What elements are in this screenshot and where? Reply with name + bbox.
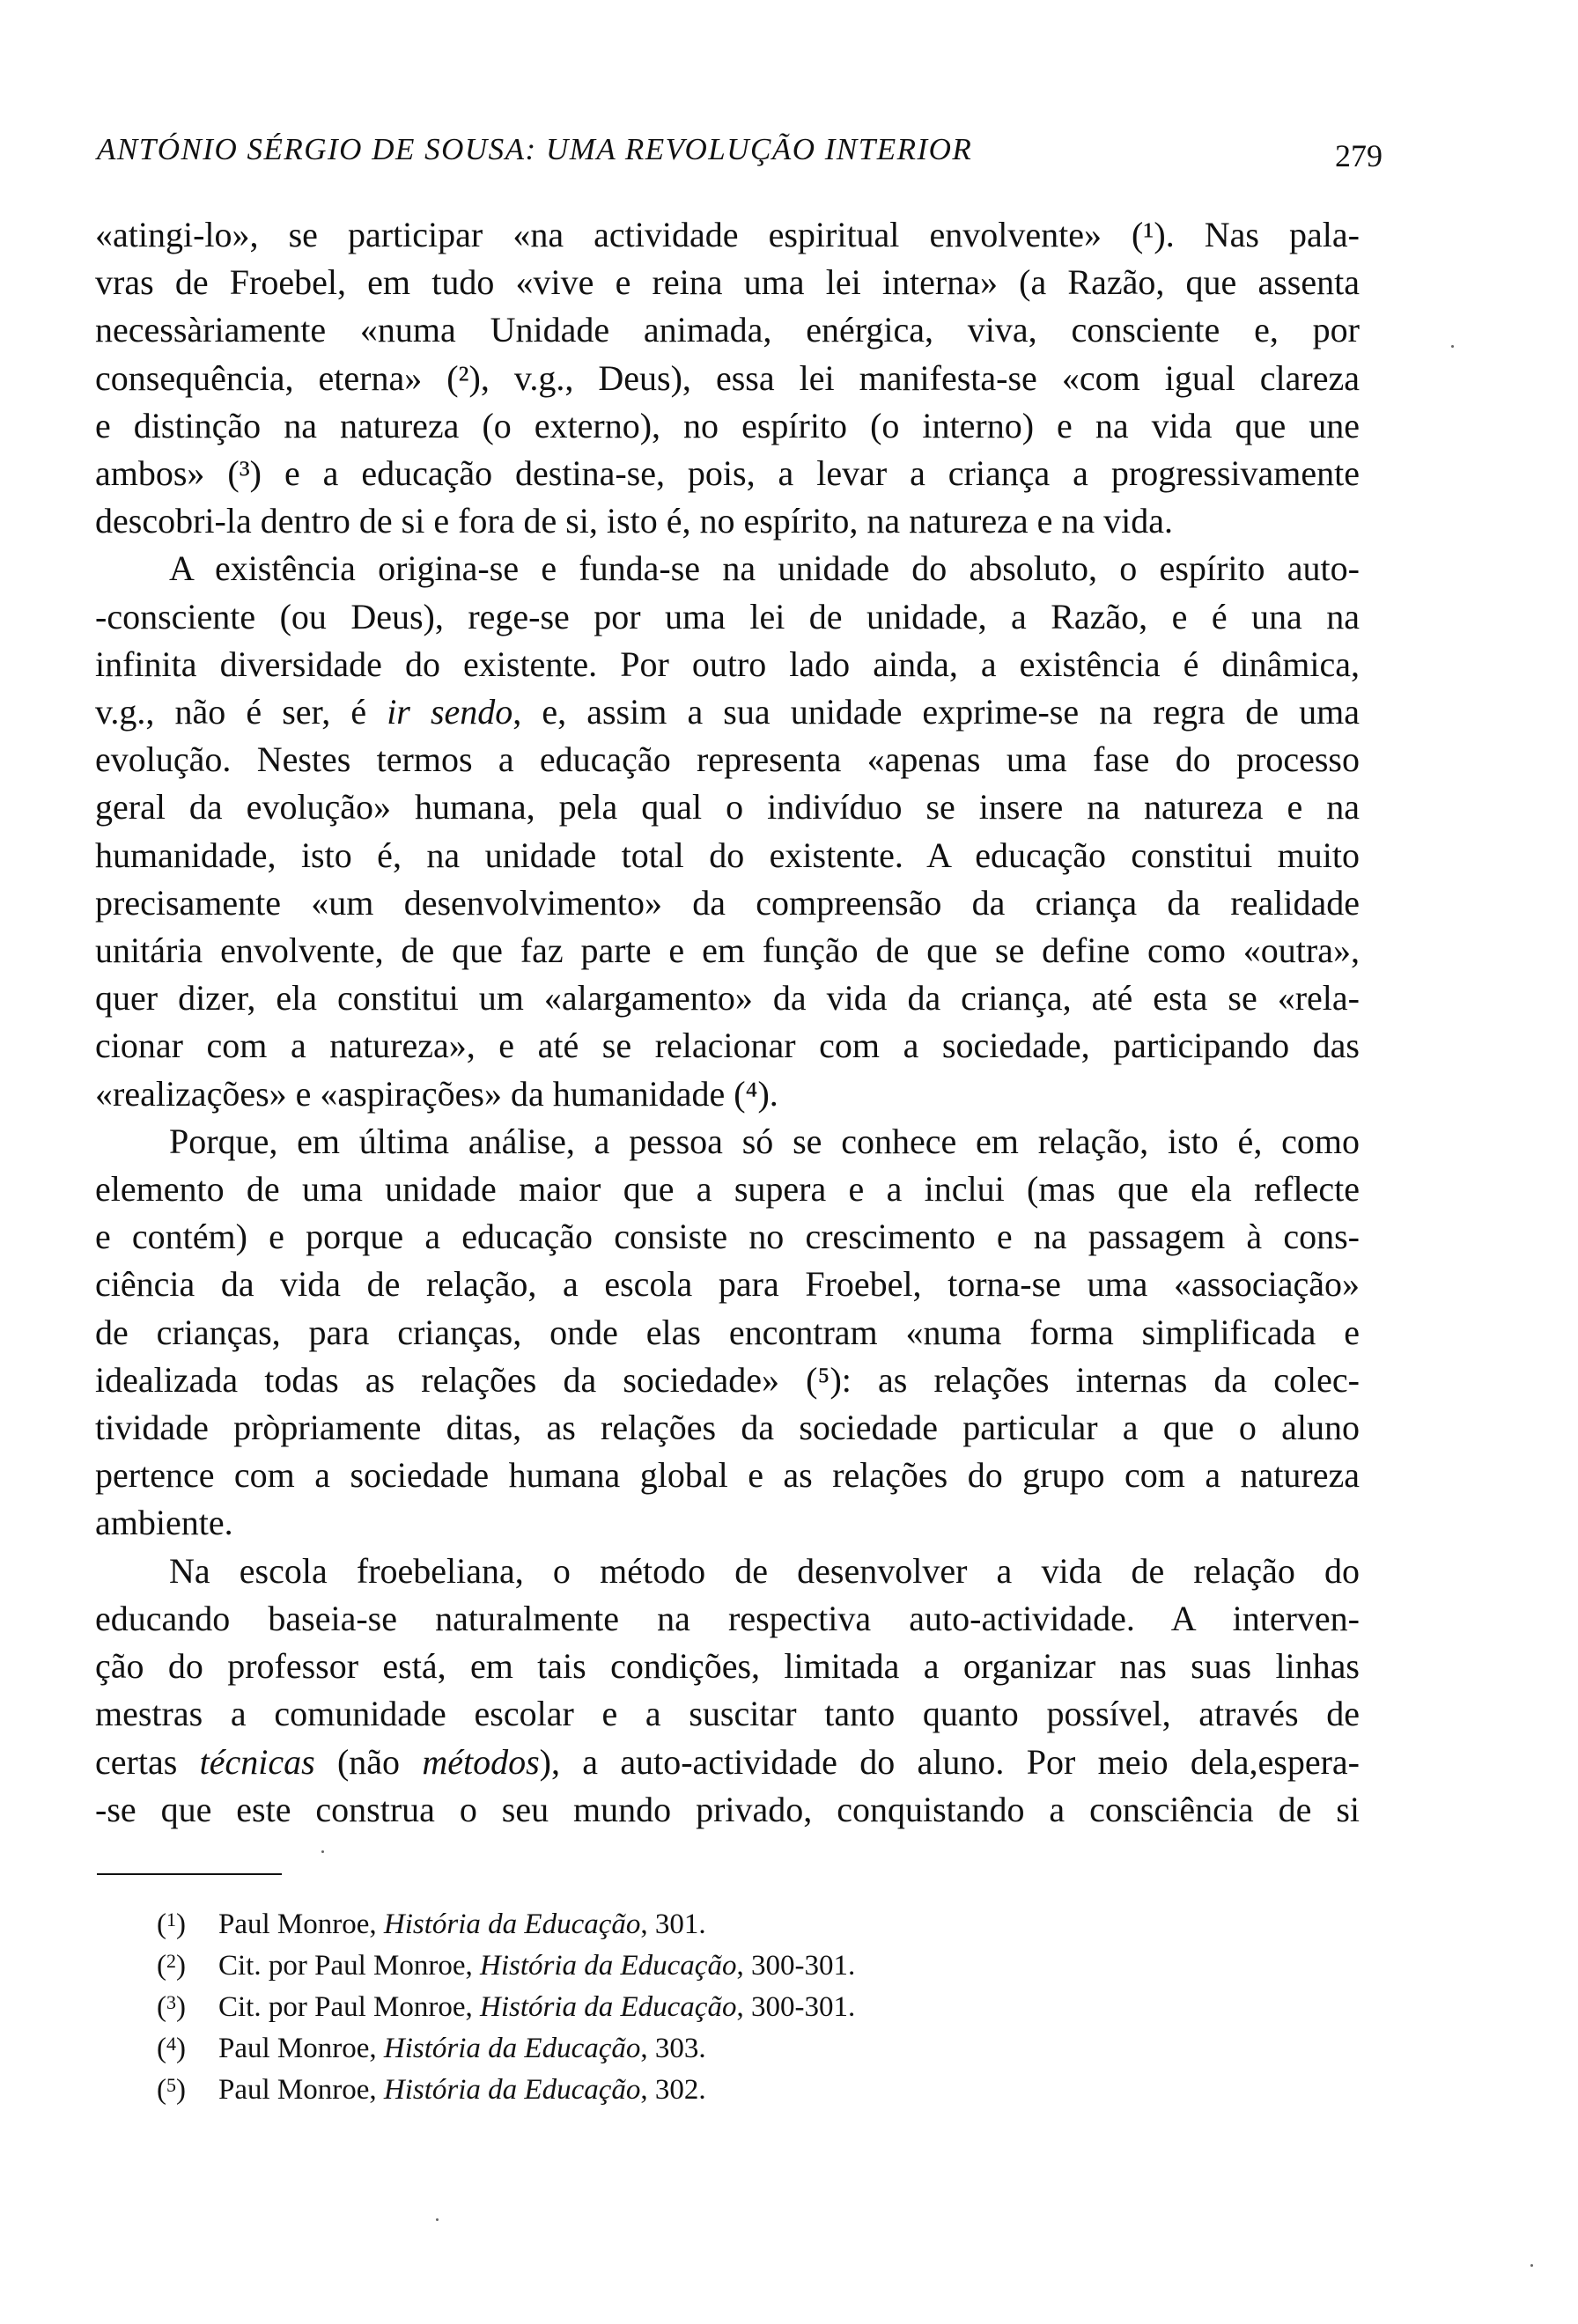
text-line: necessàriamente «numa Unidade animada, enérgica, viva, consciente e, por xyxy=(95,310,1360,350)
italic-phrase: métodos xyxy=(422,1741,540,1782)
footnote-marker: ($^5$) xyxy=(157,2074,186,2106)
paragraph-4 xyxy=(95,1548,1360,1834)
text-line: descobri-la dentro de si e fora de si, isto é, no espírito, na natureza e na vida. xyxy=(95,501,1174,541)
text-line: A existência origina-se e funda-se na unidade do absoluto, o espírito auto- xyxy=(169,548,1360,589)
footnote-number: 1 xyxy=(166,1908,176,1931)
running-title: ANTÓNIO SÉRGIO DE SOUSA: UMA REVOLUÇÃO INTERIOR xyxy=(97,132,973,166)
scan-speck xyxy=(1530,2264,1533,2267)
text-line: pertence com a sociedade humana global e as relações do grupo com a natureza xyxy=(95,1455,1360,1496)
text-line: ção do professor está, em tais condições, limitada a organizar nas suas linhas xyxy=(95,1646,1360,1687)
text-line: evolução. Nestes termos a educação representa «apenas uma fase do processo xyxy=(95,739,1360,780)
text-segment: v.g., não é ser, é xyxy=(95,692,387,732)
footnote-author: Paul Monroe, xyxy=(218,2074,384,2106)
italic-phrase: técnicas xyxy=(199,1741,315,1782)
text-line: ambos» (³) e a educação destina-se, pois, a levar a criança a progressivamente xyxy=(95,453,1360,494)
footnote-author: Paul Monroe, xyxy=(218,1908,384,1940)
text-line: elemento de uma unidade maior que a supera e a inclui (mas que ela reflecte xyxy=(95,1169,1360,1210)
text-line: mestras a comunidade escolar e a suscitar tanto quanto possível, através de xyxy=(95,1694,1360,1734)
footnote-ref: , 300-301. xyxy=(736,1950,856,1982)
footnote-ref: , 303. xyxy=(640,2033,706,2064)
text-line: quer dizer, ela constitui um «alargamento» da vida da criança, até esta se «rela- xyxy=(95,978,1360,1019)
footnote-5 xyxy=(157,2067,1213,2108)
text-line: de crianças, para crianças, onde elas encontram «numa forma simplificada e xyxy=(95,1312,1360,1352)
paragraph-3 xyxy=(95,1118,1360,1548)
text-line: Porque, em última análise, a pessoa só se conhece em relação, isto é, como xyxy=(169,1121,1360,1161)
text-line: geral da evolução» humana, pela qual o indivíduo se insere na natureza e na xyxy=(95,787,1360,827)
paragraph-2 xyxy=(95,545,1360,1117)
text-line: e distinção na natureza (o externo), no espírito (o interno) e na vida que une xyxy=(95,405,1360,445)
footnote-rule xyxy=(97,1873,282,1875)
paragraph-1 xyxy=(95,211,1360,545)
text-line: ambiente. xyxy=(95,1503,233,1543)
footnote-marker: ($^3$) xyxy=(157,1991,186,2023)
text-line: idealizada todas as relações da sociedade» (⁵): as relações internas da colec- xyxy=(95,1359,1360,1400)
footnote-2 xyxy=(157,1943,1213,1984)
text-line: -consciente (ou Deus), rege-se por uma lei de unidade, a Razão, e é una na xyxy=(95,596,1360,636)
text-segment: ), a auto-actividade do aluno. Por meio dela,espera- xyxy=(539,1741,1360,1782)
italic-phrase: ir sendo xyxy=(387,692,513,732)
text-line: «atingi-lo», se participar «na actividade espiritual envolvente» (¹). Nas pala- xyxy=(95,215,1360,254)
text-line: infinita diversidade do existente. Por outro lado ainda, a existência é dinâmica, xyxy=(95,644,1360,684)
text-line: -se que este construa o seu mundo privado, conquistando a consciência de si xyxy=(95,1789,1360,1829)
footnote-title: História da Educação xyxy=(383,2074,641,2106)
text-line: educando baseia-se naturalmente na respectiva auto-actividade. A interven- xyxy=(95,1598,1360,1638)
text-segment: certas xyxy=(95,1741,200,1782)
footnote-ref: , 300-301. xyxy=(736,1991,856,2023)
footnote-title: História da Educação xyxy=(383,1908,641,1940)
text-line: ciência da vida de relação, a escola para Froebel, torna-se uma «associação» xyxy=(95,1264,1360,1305)
footnote-number: 2 xyxy=(166,1950,176,1972)
text-line: vras de Froebel, em tudo «vive e reina uma lei interna» (a Razão, que assenta xyxy=(95,262,1360,303)
text-line-with-italic xyxy=(95,1739,1360,1786)
text-line: «realizações» e «aspirações» da humanidade (⁴). xyxy=(95,1073,778,1114)
scan-speck xyxy=(436,2218,439,2221)
footnote-author: Cit. por Paul Monroe, xyxy=(218,1950,480,1982)
text-line: humanidade, isto é, na unidade total do existente. A educação constitui muito xyxy=(95,835,1360,875)
scan-speck xyxy=(1451,345,1454,348)
text-line: unitária envolvente, de que faz parte e em função de que se define como «outra», xyxy=(95,930,1360,971)
text-line: Na escola froebeliana, o método de desenvolver a vida de relação do xyxy=(169,1550,1360,1591)
running-head xyxy=(97,132,1383,185)
text-line: tividade pròpriamente ditas, as relações da sociedade particular a que o aluno xyxy=(95,1408,1360,1448)
footnote-marker: ($^4$) xyxy=(157,2033,186,2064)
body-text xyxy=(95,211,1360,1834)
footnote-4 xyxy=(157,2026,1213,2067)
footnote-title: História da Educação xyxy=(383,2033,641,2064)
footnote-number: 3 xyxy=(166,1991,176,2013)
text-line: cionar com a natureza», e até se relacionar com a sociedade, participando das xyxy=(95,1026,1360,1066)
footnote-title: História da Educação xyxy=(479,1950,737,1982)
footnotes xyxy=(157,1901,1213,2108)
footnote-author: Cit. por Paul Monroe, xyxy=(218,1991,480,2023)
footnote-1 xyxy=(157,1901,1213,1943)
page-number: 279 xyxy=(1335,138,1383,173)
text-line: consequência, eterna» (²), v.g., Deus), essa lei manifesta-se «com igual clareza xyxy=(95,357,1360,398)
footnote-ref: , 301. xyxy=(640,1908,706,1940)
footnote-ref: , 302. xyxy=(640,2074,706,2106)
text-line: e contém) e porque a educação consiste no crescimento e na passagem à cons- xyxy=(95,1217,1360,1257)
footnote-marker: ($^2$) xyxy=(157,1950,186,1982)
footnote-marker: ($^1$) xyxy=(157,1908,186,1940)
footnote-author: Paul Monroe, xyxy=(218,2033,384,2064)
footnote-number: 4 xyxy=(166,2033,176,2055)
footnote-title: História da Educação xyxy=(479,1991,737,2023)
footnote-number: 5 xyxy=(166,2074,176,2096)
scan-speck xyxy=(321,1850,324,1853)
footnote-3 xyxy=(157,1984,1213,2026)
text-segment: (não xyxy=(314,1741,423,1782)
text-line: precisamente «um desenvolvimento» da compreensão da criança da realidade xyxy=(95,882,1360,923)
text-line-with-italic xyxy=(95,688,1360,736)
text-segment: , e, assim a sua unidade exprime-se na regra de uma xyxy=(512,692,1360,732)
